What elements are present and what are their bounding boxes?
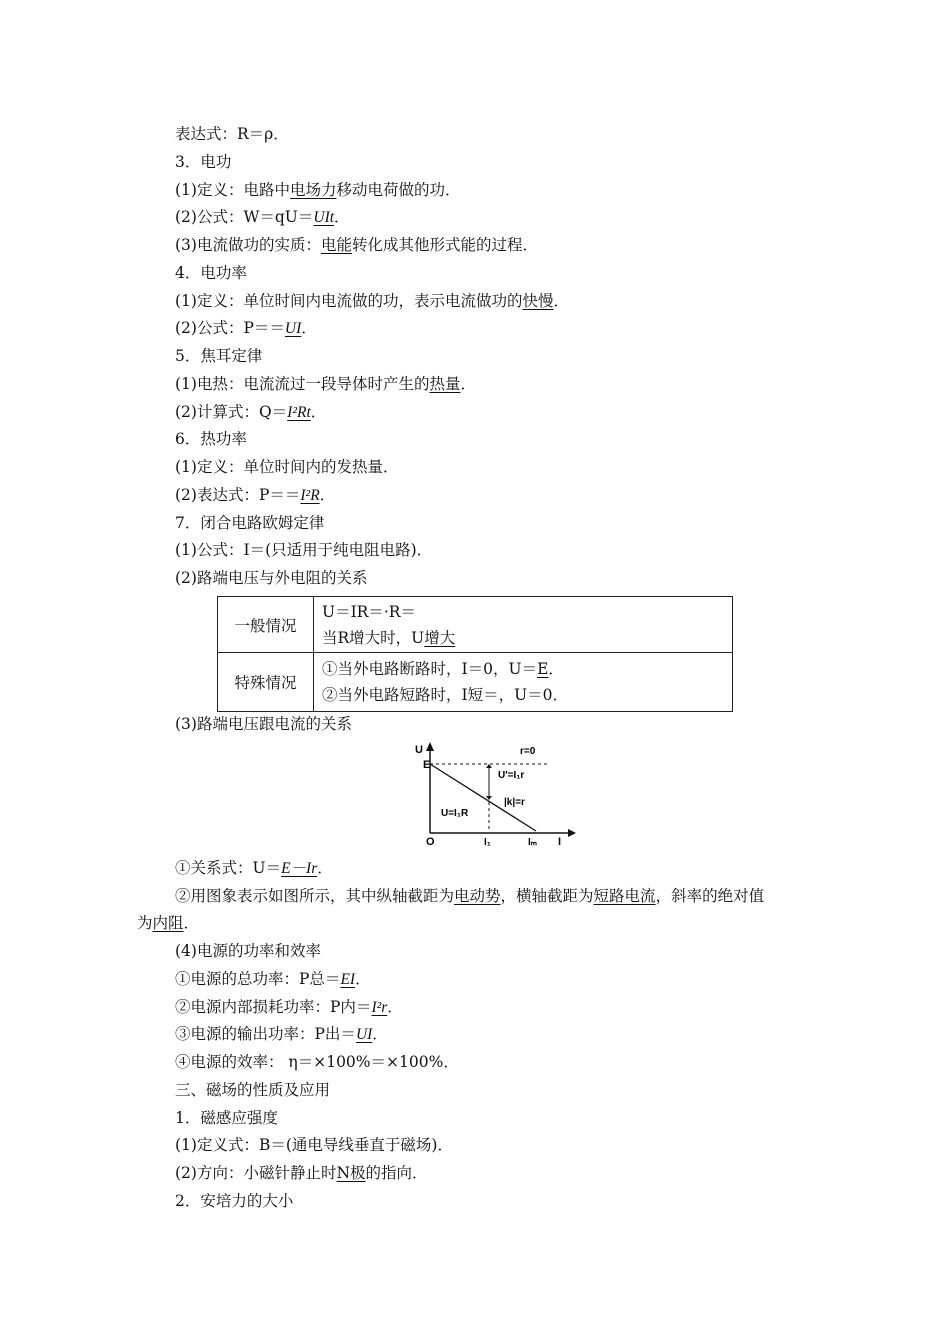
slope-label: |k|=r [504,797,525,808]
line-graph-description: ②用图象表示如图所示，其中纵轴截距为电动势，横轴截距为短路电流，斜率的绝对值 [175,887,765,905]
u-label: U=I₁R [441,808,469,819]
i1-label: I₁ [484,837,491,848]
line-heat-formula: (2)计算式：Q＝I²Rt． [175,403,327,421]
line-work-formula: (2)公式：W＝qU＝UIt． [175,208,350,226]
y-axis-arrow [426,742,434,751]
u-i-graph [408,738,578,850]
y-axis-label: U [415,744,423,756]
heading-magnetic-field: 三、磁场的性质及应用 [175,1081,331,1099]
heading-magnetic-induction: 1．磁感应强度 [175,1109,278,1127]
line-internal-loss: ②电源内部损耗功率：P内＝I²r． [175,998,403,1016]
heading-electric-power: 4．电功率 [175,264,247,282]
terminal-voltage-table [217,596,733,712]
line-total-power: ①电源的总功率：P总＝EI． [175,970,371,988]
line-power-efficiency-heading: (4)电源的功率和效率 [175,942,321,960]
line-power-definition: (1)定义：单位时间内电流做的功，表示电流做功的快慢． [175,292,569,310]
table-cell-general: 一般情况 [218,597,314,653]
origin-label: O [426,836,435,848]
im-label: Iₘ [528,837,538,848]
line-work-definition: (1)定义：电路中电场力移动电荷做的功． [175,181,461,199]
line-efficiency: ④电源的效率： η＝×100%＝×100%． [175,1053,459,1071]
line-output-power: ③电源的输出功率：P出＝UI． [175,1025,388,1043]
line-relation-formula: ①关系式：U＝E－Ir． [175,859,333,877]
line-resistance-formula: 表达式：R＝ρ． [175,125,289,143]
line-heat-definition: (1)电热：电流流过一段导体时产生的热量． [175,375,476,393]
x-axis-arrow [568,829,576,837]
heading-heat-power: 6．热功率 [175,430,247,448]
line-terminal-voltage-current: (3)路端电压跟电流的关系 [175,715,352,733]
table-row [218,653,733,712]
line-work-essence: (3)电流做功的实质：电能转化成其他形式能的过程． [175,236,538,254]
table-cell-special: 特殊情况 [218,653,314,712]
heading-ohm-law: 7．闭合电路欧姆定律 [175,514,325,532]
table-row [218,597,733,653]
table-cell-special-content: ①当外电路断路时，I＝0，U＝E． ②当外电路短路时，I短＝，U＝0． [314,653,733,712]
line-ohm-formula: (1)公式：I＝(只适用于纯电阻电路)． [175,541,433,559]
table-cell-general-content: U＝IR＝·R＝ 当R增大时，U增大 [314,597,733,653]
line-heat-power-definition: (1)定义：单位时间内的发热量． [175,458,399,476]
line-induction-direction: (2)方向：小磁针静止时N极的指向． [175,1164,428,1182]
heading-electric-work: 3．电功 [175,153,232,171]
line-graph-description-cont: 为内阻． [137,914,200,932]
x-axis-label: I [558,836,562,848]
drop-label: U′=I₁r [498,770,525,781]
heading-joule-law: 5．焦耳定律 [175,347,263,365]
e-label: E [423,759,431,771]
r-zero-label: r=0 [520,746,536,757]
line-heat-power-formula: (2)表达式：P＝＝I²R． [175,486,336,504]
line-terminal-voltage-resistance: (2)路端电压与外电阻的关系 [175,569,368,587]
drop-arrow-up [486,764,492,768]
line-induction-definition: (1)定义式：B＝(通电导线垂直于磁场)． [175,1136,453,1154]
heading-ampere-force: 2．安培力的大小 [175,1192,294,1210]
line-power-formula: (2)公式：P＝＝UI． [175,319,317,337]
